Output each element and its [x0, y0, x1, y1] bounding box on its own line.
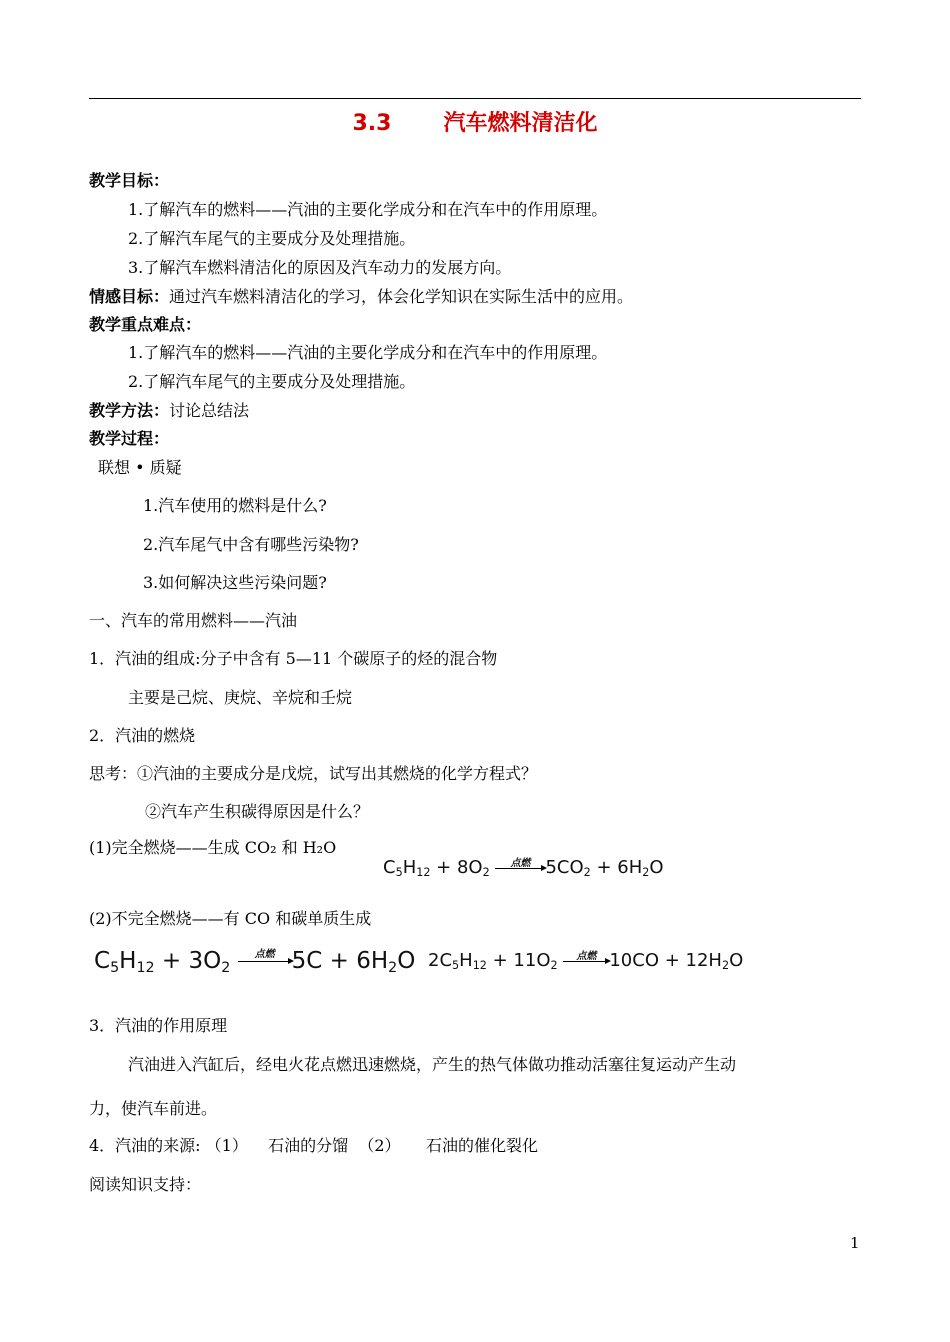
key-point-item: 2.了解汽车尾气的主要成分及处理措施。 [128, 372, 416, 391]
objective-item: 1.了解汽车的燃料——汽油的主要化学成分和在汽车中的作用原理。 [128, 200, 608, 219]
question-item: 3.如何解决这些污染问题? [143, 573, 327, 592]
title-number: 3.3 [352, 111, 392, 136]
principle-text-line: 汽油进入汽缸后，经电火花点燃迅速燃烧，产生的热气体做功推动活塞往复运动产生动 [128, 1055, 737, 1074]
emotion-line [89, 284, 633, 307]
incomplete-combustion-label: (2)不完全燃烧——有 CO 和碳单质生成 [89, 909, 372, 928]
source-line: 4．汽油的来源: （1） 石油的分馏 （2） 石油的催化裂化 [89, 1136, 538, 1155]
reaction-arrow: 点燃 [563, 961, 609, 962]
emotion-heading: 情感目标： [89, 287, 170, 306]
key-point-item: 1.了解汽车的燃料——汽油的主要化学成分和在汽车中的作用原理。 [128, 343, 608, 362]
method-text: 讨论总结法 [169, 401, 250, 420]
equation-incomplete-co: 2C5H12 + 11O2 点燃 10CO + 12H2O [428, 950, 744, 973]
section1-title: 一、汽车的常用燃料——汽油 [89, 611, 298, 630]
objective-item: 2.了解汽车尾气的主要成分及处理措施。 [128, 229, 416, 248]
equation-complete-combustion: C5H12 + 8O2 点燃 5CO2 + 6H2O [383, 857, 664, 880]
think-question-1: 思考：①汽油的主要成分是戊烷，试写出其燃烧的化学方程式？ [89, 764, 538, 783]
objective-item: 3.了解汽车燃料清洁化的原因及汽车动力的发展方向。 [128, 258, 512, 277]
header-rule [89, 98, 861, 99]
emotion-text: 通过汽车燃料清洁化的学习，体会化学知识在实际生活中的应用。 [169, 287, 634, 306]
key-points-heading: 教学重点难点： [89, 315, 202, 334]
reaction-arrow: 点燃 [238, 961, 292, 962]
principle-heading: 3．汽油的作用原理 [89, 1016, 228, 1035]
objectives-heading: 教学目标： [89, 171, 170, 190]
document-title [0, 106, 950, 137]
method-line [89, 398, 249, 421]
combustion-heading: 2．汽油的燃烧 [89, 726, 196, 745]
question-item: 1.汽车使用的燃料是什么? [143, 496, 327, 515]
method-heading: 教学方法： [89, 401, 170, 420]
complete-combustion-label: (1)完全燃烧——生成 CO₂ 和 H₂O [89, 838, 337, 857]
reading-support: 阅读知识支持： [89, 1175, 202, 1194]
page-number: 1 [850, 1234, 860, 1252]
composition-line: 1．汽油的组成:分子中含有 5—11 个碳原子的烃的混合物 [89, 649, 498, 668]
reaction-arrow: 点燃 [495, 868, 545, 869]
equation-incomplete-carbon: C5H12 + 3O2 点燃 5C + 6H2O [94, 948, 416, 976]
composition-detail: 主要是己烷、庚烷、辛烷和壬烷 [128, 688, 353, 707]
question-item: 2.汽车尾气中含有哪些污染物? [143, 535, 359, 554]
process-heading: 教学过程： [89, 429, 170, 448]
title-text: 汽车燃料清洁化 [443, 111, 598, 136]
process-intro: 联想 • 质疑 [98, 458, 182, 477]
think-question-2: ②汽车产生积碳得原因是什么？ [145, 802, 370, 821]
principle-text-line: 力，使汽车前进。 [89, 1099, 218, 1118]
